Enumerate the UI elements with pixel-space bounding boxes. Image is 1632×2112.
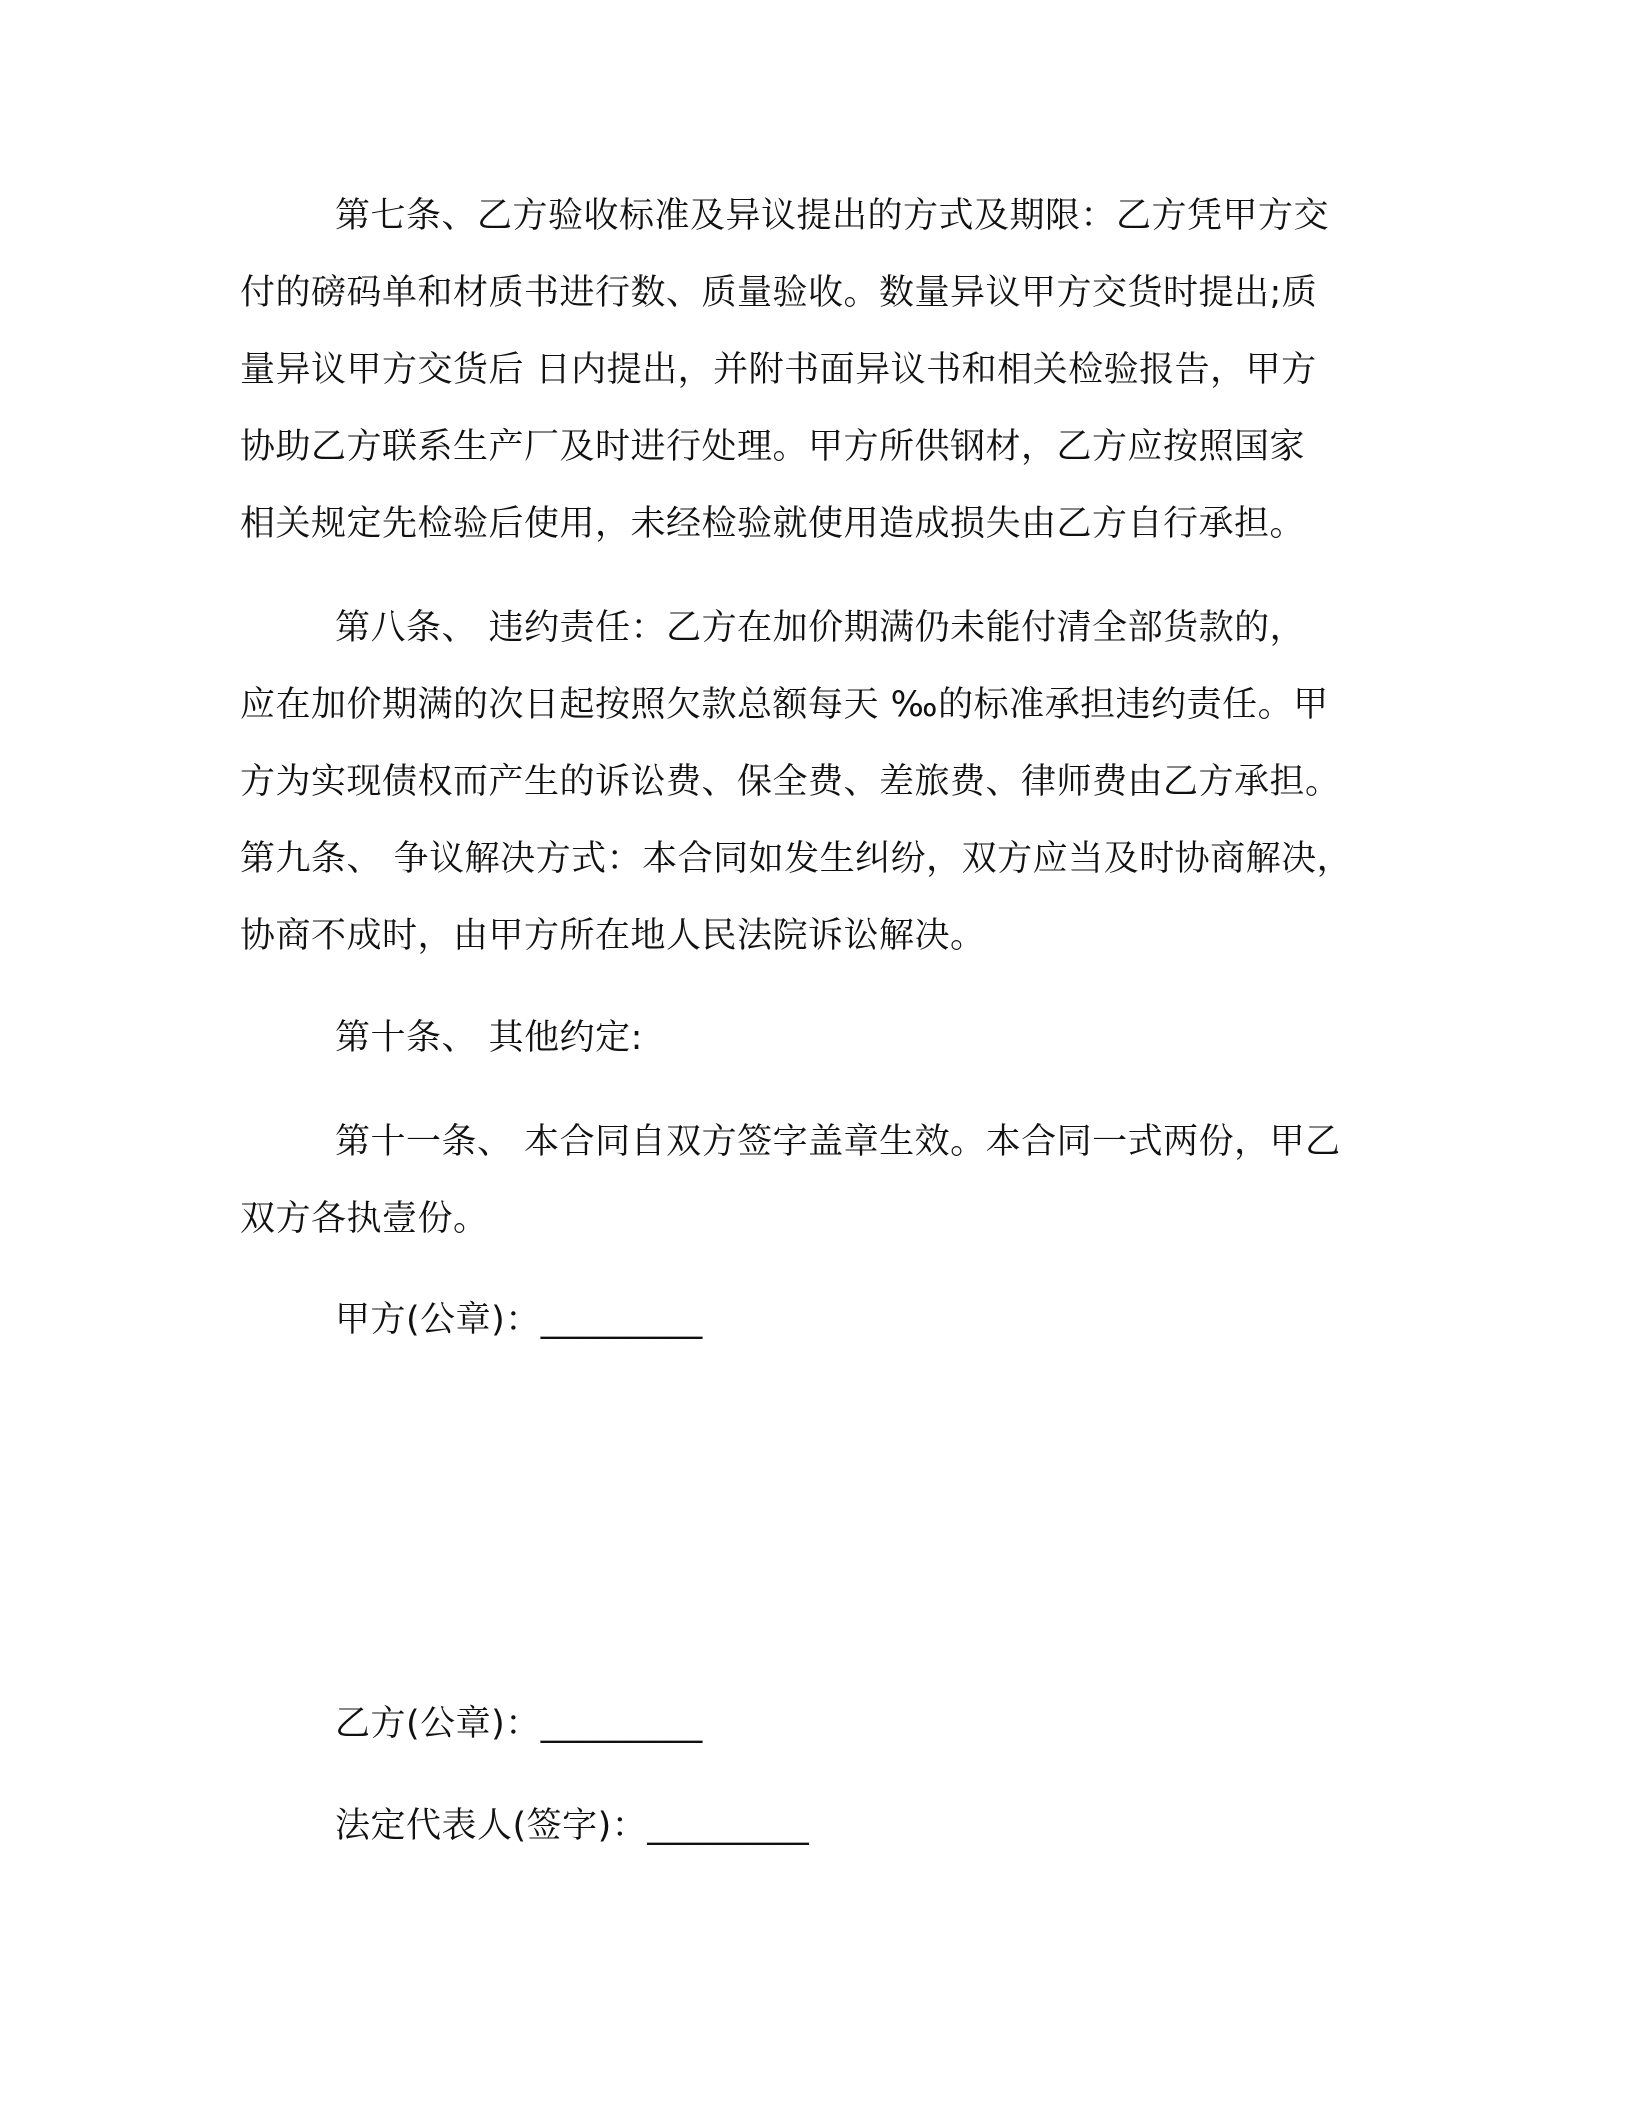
clause-7-line-4: 协助乙方联系生产厂及时进行处理。甲方所供钢材，乙方应按照国家 xyxy=(240,427,1306,467)
clause-9-line-2: 协商不成时，由甲方所在地人民法院诉讼解决。 xyxy=(240,916,986,956)
clause-7 xyxy=(240,178,1390,563)
clause-11-line-1: 第十一条、 本合同自双方签字盖章生效。本合同一式两份，甲乙 xyxy=(335,1122,1341,1162)
clause-10-line-1: 第十条、 其他约定: xyxy=(335,1018,643,1058)
clause-7-line-2: 付的磅码单和材质书进行数、质量验收。数量异议甲方交货时提出;质 xyxy=(240,273,1318,313)
clause-10 xyxy=(240,1000,1390,1077)
clause-8-9 xyxy=(240,590,1390,975)
clause-9-line-1: 第九条、 争议解决方式：本合同如发生纠纷，双方应当及时协商解决， xyxy=(240,839,1353,879)
party-b-seal-line: 乙方(公章)：_________ xyxy=(335,1704,703,1744)
clause-7-line-3: 量异议甲方交货后 日内提出，并附书面异议书和相关检验报告，甲方 xyxy=(240,350,1317,390)
legal-representative-signature-line: 法定代表人(签字)：_________ xyxy=(335,1806,810,1846)
clause-8-line-2: 应在加价期满的次日起按照欠款总额每天 ‰的标准承担违约责任。甲 xyxy=(240,685,1329,725)
clause-8-line-3: 方为实现债权而产生的诉讼费、保全费、差旅费、律师费由乙方承担。 xyxy=(240,762,1341,802)
clause-8-line-1: 第八条、 违约责任：乙方在加价期满仍未能付清全部货款的， xyxy=(335,608,1306,648)
clause-11 xyxy=(240,1104,1390,1258)
party-a-seal-line: 甲方(公章)：_________ xyxy=(335,1300,703,1340)
clause-11-line-2: 双方各执壹份。 xyxy=(240,1199,489,1239)
clause-7-line-5: 相关规定先检验后使用，未经检验就使用造成损失由乙方自行承担。 xyxy=(240,504,1306,544)
clause-7-line-1: 第七条、乙方验收标准及异议提出的方式及期限：乙方凭甲方交 xyxy=(335,196,1330,236)
